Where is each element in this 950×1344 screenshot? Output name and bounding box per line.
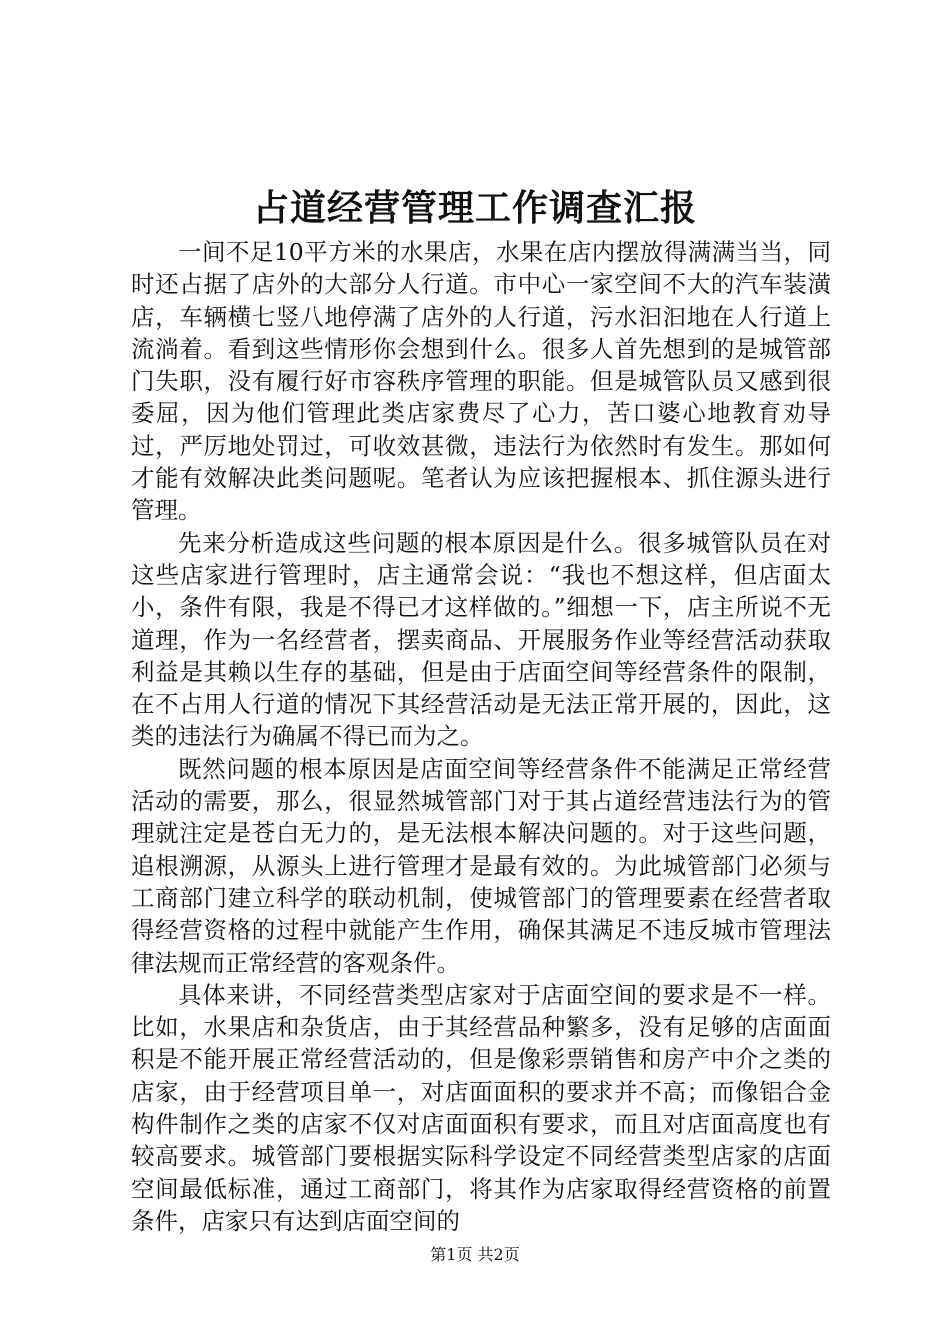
page-footer: 第1页 共2页 (430, 1245, 520, 1264)
paragraph-2: 先来分析造成这些问题的根本原因是什么。很多城管队员在对这些店家进行管理时，店主通常会说：“我也不想这样，但店面太小，条件有限，我是不得已才这样做的。”细想一下，店主所说不无道理，作为一名经营者，摆卖商品、开展服务作业等经营活动获取利益是其赖以生存的基础，但是由于店面空间等经营条件的限制，在不占用人行道的情况下其经营活动是无法正常开展的，因此，这类的违法行为确属不得已而为之。 (131, 528, 831, 751)
paragraph-3: 既然问题的根本原因是店面空间等经营条件不能满足正常经营活动的需要，那么，很显然城管部门对于其占道经营违法行为的管理就注定是苍白无力的，是无法根本解决问题的。对于这些问题，追根溯源，从源头上进行管理才是最有效的。为此城管部门必须与工商部门建立科学的联动机制，使城管部门的管理要素在经营者取得经营资格的过程中就能产生作用，确保其满足不违反城市管理法律法规而正常经营的客观条件。 (131, 754, 831, 977)
document-body (131, 236, 831, 1237)
paragraph-4: 具体来讲，不同经营类型店家对于店面空间的要求是不一样。比如，水果店和杂货店，由于其经营品种繁多，没有足够的店面面积是不能开展正常经营活动的，但是像彩票销售和房产中介之类的店家，由于经营项目单一，对店面面积的要求并不高；而像铝合金构件制作之类的店家不仅对店面面积有要求，而且对店面高度也有较高要求。城管部门要根据实际科学设定不同经营类型店家的店面空间最低标准，通过工商部门，将其作为店家取得经营资格的前置条件，店家只有达到店面空间的 (131, 980, 831, 1235)
paragraph-1: 一间不足10平方米的水果店，水果在店内摆放得满满当当，同时还占据了店外的大部分人行道。市中心一家空间不大的汽车装潢店，车辆横七竖八地停满了店外的人行道，污水汩汩地在人行道上流淌着。看到这些情形你会想到什么。很多人首先想到的是城管部门失职，没有履行好市容秩序管理的职能。但是城管队员又感到很委屈，因为他们管理此类店家费尽了心力，苦口婆心地教育劝导过，严厉地处罚过，可收效甚微，违法行为依然时有发生。那如何才能有效解决此类问题呢。笔者认为应该把握根本、抓住源头进行管理。 (131, 238, 831, 525)
document-title: 占道经营管理工作调查汇报 (252, 187, 697, 229)
